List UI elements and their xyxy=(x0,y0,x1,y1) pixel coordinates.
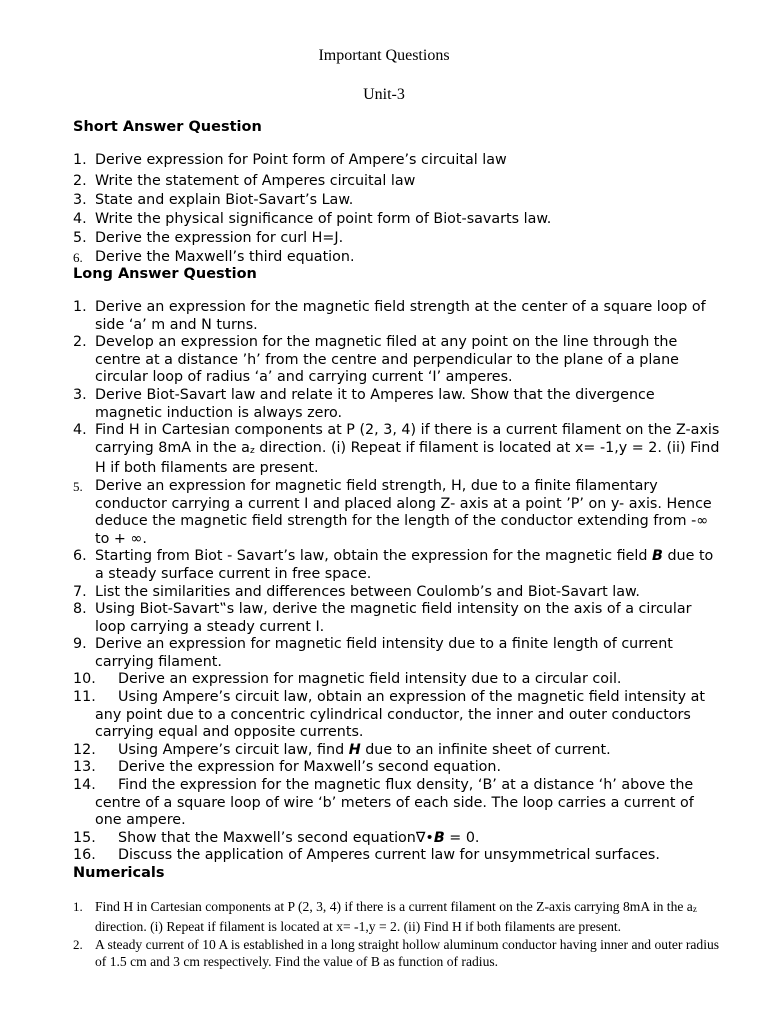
item-number: 5. xyxy=(73,478,83,494)
item-number: 10. xyxy=(73,671,96,688)
item-bold-symbol: B xyxy=(652,548,663,565)
list-item xyxy=(73,192,723,209)
item-number: 7. xyxy=(73,583,87,600)
item-number: 2. xyxy=(73,936,83,952)
numericals-heading: Numericals xyxy=(73,865,165,881)
item-text-a: Using Ampere’s circuit law, find xyxy=(118,741,349,758)
list-item xyxy=(73,636,723,671)
item-text-b: = 0. xyxy=(444,829,480,846)
item-text-b: due to an infinite sheet of current. xyxy=(360,741,611,758)
item-number: 2. xyxy=(73,173,87,190)
list-item xyxy=(73,936,723,971)
short-answer-list xyxy=(73,152,723,268)
list-item xyxy=(73,230,723,247)
list-item xyxy=(73,478,723,548)
item-text: Using Ampere’s circuit law, obtain an expression of the magnetic field intensity at any point due to a concentric cylindrical conductor, the inner and outer conductors carrying equal and opposite currents. xyxy=(95,689,706,741)
list-item xyxy=(73,759,723,777)
short-answer-heading: Short Answer Question xyxy=(73,119,262,135)
item-text: Write the statement of Amperes circuital law xyxy=(95,173,416,190)
list-item xyxy=(73,777,723,830)
item-number: 6. xyxy=(73,548,87,565)
item-text: Derive the expression for curl H=J. xyxy=(95,230,344,247)
unit-label: Unit-3 xyxy=(363,86,405,103)
item-text-a: Find H in Cartesian components at P (2, 3, 4) if there is a current filament on the Z-axis carrying 8mA in the a xyxy=(95,422,720,456)
document-title: Important Questions xyxy=(318,47,450,64)
item-number: 15. xyxy=(73,829,96,846)
item-text: Derive an expression for magnetic field intensity due to a finite length of current carrying filament. xyxy=(95,636,673,670)
list-item xyxy=(73,601,723,636)
item-text: Derive an expression for magnetic field intensity due to a circular coil. xyxy=(118,671,622,688)
long-answer-list xyxy=(73,299,723,865)
list-item xyxy=(73,249,723,266)
item-text: Derive the Maxwell’s third equation. xyxy=(95,249,355,266)
list-item xyxy=(73,898,723,936)
item-number: 1. xyxy=(73,152,87,168)
list-item xyxy=(73,689,723,742)
item-text-b: direction. (i) Repeat if filament is located at x= -1,y = 2. (ii) Find H if both filaments are present. xyxy=(95,439,720,477)
item-number: 3. xyxy=(73,386,87,403)
item-number: 6. xyxy=(73,250,83,266)
item-bold-symbol: B xyxy=(433,829,445,846)
item-text: Derive Biot-Savart law and relate it to Amperes law. Show that the divergence magnetic induction is always zero. xyxy=(95,386,655,421)
item-text: A steady current of 10 A is established in a long straight hollow aluminum conductor having inner and outer radius of 1.5 cm and 3 cm respectively. Find the value of B as function of radius. xyxy=(95,936,720,970)
item-text: Using Biot-Savart‟s law, derive the magnetic field intensity on the axis of a circular loop carrying a steady current I. xyxy=(95,601,692,635)
list-item xyxy=(73,584,723,602)
item-text-a: Show that the Maxwell’s second equation∇• xyxy=(118,829,434,846)
item-text-a: Find H in Cartesian components at P (2, 3, 4) if there is a current filament on the Z-axis carrying 8mA in the a xyxy=(95,899,693,914)
item-number: 8. xyxy=(73,601,87,618)
item-text: Derive the expression for Maxwell’s second equation. xyxy=(118,759,502,776)
item-text: Develop an expression for the magnetic filed at any point on the line through the centre at a distance ’h’ from the centre and perpendicular to the plane of a plane circular loop of radius ‘a’ and carrying current ‘I’ amperes. xyxy=(95,334,679,386)
list-item xyxy=(73,830,723,848)
item-number: 1. xyxy=(73,899,83,914)
item-text: Derive expression for Point form of Ampere’s circuital law xyxy=(95,152,507,168)
item-text: List the similarities and differences between Coulomb’s and Biot-Savart law. xyxy=(95,583,640,600)
item-text: Write the physical significance of point form of Biot-savarts law. xyxy=(95,211,552,228)
item-number: 5. xyxy=(73,230,87,247)
item-number: 16. xyxy=(73,847,96,864)
long-answer-heading: Long Answer Question xyxy=(73,266,257,282)
item-number: 11. xyxy=(73,689,96,706)
list-item xyxy=(73,173,723,190)
item-bold-symbol: H xyxy=(348,741,361,758)
item-text-a: Starting from Biot - Savart’s law, obtain the expression for the magnetic field xyxy=(95,548,653,565)
item-text: Discuss the application of Amperes current law for unsymmetrical surfaces. xyxy=(118,847,660,864)
item-subscript: z xyxy=(249,445,255,456)
item-number: 1. xyxy=(73,299,87,315)
item-text-b: due to a steady surface current in free space. xyxy=(95,548,714,582)
list-item xyxy=(73,299,723,334)
item-text: Derive an expression for the magnetic field strength at the center of a square loop of side ‘a’ m and N turns. xyxy=(95,299,706,333)
item-text: Derive an expression for magnetic field strength, H, due to a finite filamentary conductor carrying a current I and placed along Z- axis at a point ’P’ on y- axis. Hence deduce the magnetic field strength for the length of the conductor extending from -∞ to + ∞. xyxy=(95,477,712,547)
item-number: 12. xyxy=(73,741,96,758)
item-text: Find the expression for the magnetic flux density, ‘B’ at a distance ‘h’ above the centre of a square loop of wire ‘b’ meters of each side. The loop carries a current of one ampere. xyxy=(95,777,694,829)
item-text-b: direction. (i) Repeat if filament is located at x= -1,y = 2. (ii) Find H if both filaments are present. xyxy=(95,919,622,935)
item-number: 4. xyxy=(73,211,87,228)
list-item xyxy=(73,152,723,169)
list-item xyxy=(73,422,723,478)
list-item xyxy=(73,387,723,422)
list-item xyxy=(73,334,723,387)
list-item xyxy=(73,847,723,865)
item-text: State and explain Biot-Savart’s Law. xyxy=(95,192,354,209)
list-item xyxy=(73,671,723,689)
list-item xyxy=(73,211,723,228)
list-item xyxy=(73,548,723,583)
item-number: 9. xyxy=(73,636,87,653)
item-subscript: z xyxy=(692,904,697,914)
item-number: 3. xyxy=(73,192,87,209)
item-number: 4. xyxy=(73,422,87,439)
numericals-list xyxy=(73,898,723,971)
item-number: 14. xyxy=(73,777,96,794)
item-number: 13. xyxy=(73,759,96,776)
item-number: 2. xyxy=(73,334,87,351)
list-item xyxy=(73,742,723,760)
